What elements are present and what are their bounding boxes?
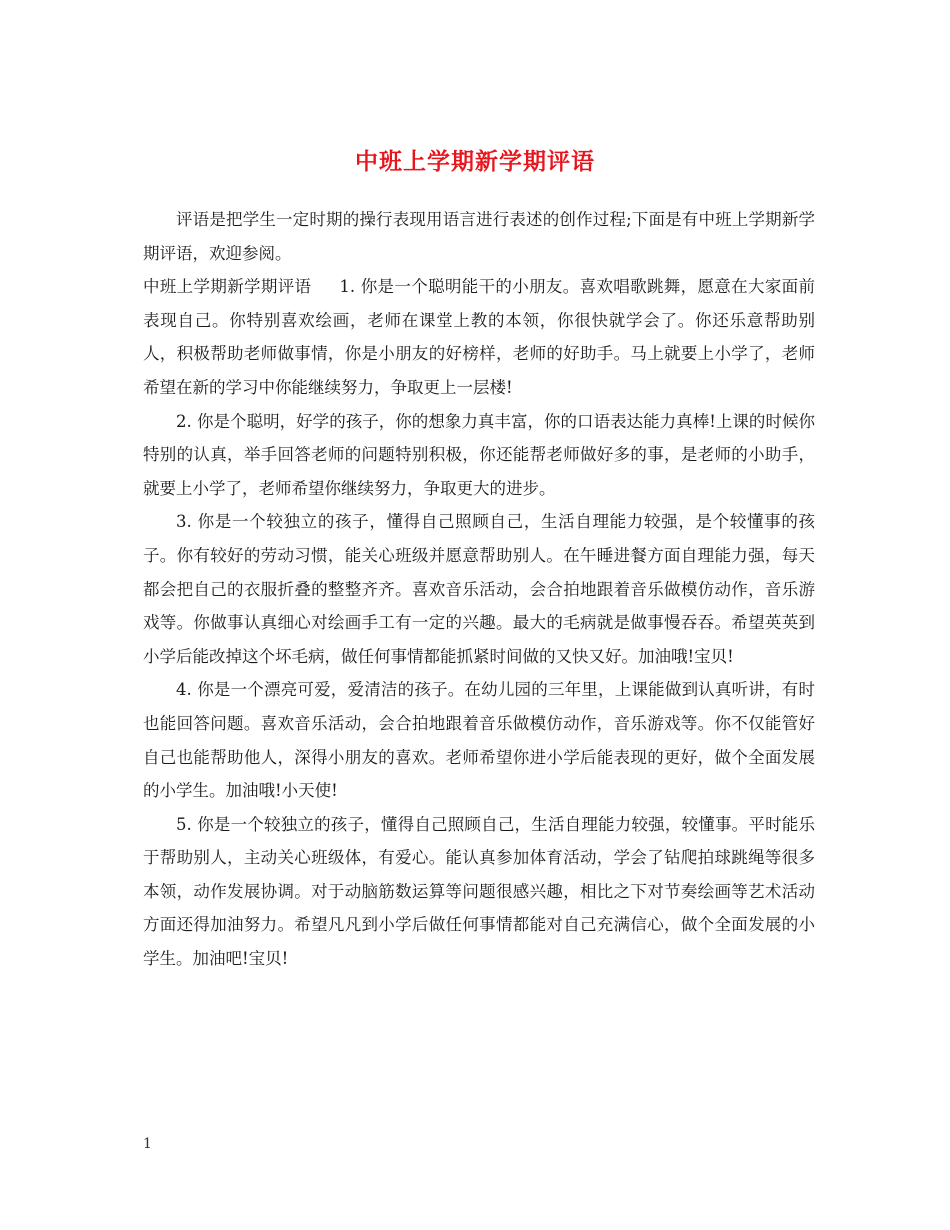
section-heading: 中班上学期新学期评语 (143, 277, 312, 297)
comment-item-3: 3. 你是一个较独立的孩子，懂得自己照顾自己，生活自理能力较强，是个较懂事的孩子。你有较好的劳动习惯，能关心班级并愿意帮助别人。在午睡进餐方面自理能力强，每天都会把自己的衣服折叠的整整齐齐。喜欢音乐活动，会合拍地跟着音乐做模仿动作，音乐游戏等。你做事认真细心对绘画手工有一定的兴趣。最大的毛病就是做事慢吞吞。希望英英到小学后能改掉这个坏毛病，做任何事情都能抓紧时间做的又快又好。加油哦!宝贝! (143, 512, 815, 666)
comment-item-4: 4. 你是一个漂亮可爱，爱清洁的孩子。在幼儿园的三年里，上课能做到认真听讲，有时也能回答问题。喜欢音乐活动，会合拍地跟着音乐做模仿动作，音乐游戏等。你不仅能管好自己也能帮助他人，深得小朋友的喜欢。老师希望你进小学后能表现的更好，做个全面发展的小学生。加油哦!小天使! (143, 680, 815, 801)
comment-item-1-paragraph (143, 270, 815, 404)
comment-item-2: 2. 你是个聪明，好学的孩子，你的想象力真丰富，你的口语表达能力真棒!上课的时候你特别的认真，举手回答老师的问题特别积极，你还能帮老师做好多的事，是老师的小助手，就要上小学了，老师希望你继续努力，争取更大的进步。 (143, 411, 815, 498)
comment-item-1: 1. 你是一个聪明能干的小朋友。喜欢唱歌跳舞，愿意在大家面前表现自己。你特别喜欢绘画，老师在课堂上教的本领，你很快就学会了。你还乐意帮助别人，积极帮助老师做事情，你是小朋友的好榜样，老师的好助手。马上就要上小学了，老师希望在新的学习中你能继续努力，争取更上一层楼! (143, 277, 815, 397)
page-number: 1 (143, 1136, 152, 1152)
comment-item-5: 5. 你是一个较独立的孩子，懂得自己照顾自己，生活自理能力较强，较懂事。平时能乐于帮助别人，主动关心班级体，有爱心。能认真参加体育活动，学会了钻爬拍球跳绳等很多本领，动作发展协调。对于动脑筋数运算等问题很感兴趣，相比之下对节奏绘画等艺术活动方面还得加油努力。希望凡凡到小学后做任何事情都能对自己充满信心，做个全面发展的小学生。加油吧!宝贝! (143, 814, 815, 969)
document-title: 中班上学期新学期评语 (355, 148, 595, 176)
intro-paragraph: 评语是把学生一定时期的操行表现用语言进行表述的创作过程;下面是有中班上学期新学期评语，欢迎参阅。 (143, 210, 815, 263)
document-body (143, 203, 815, 976)
